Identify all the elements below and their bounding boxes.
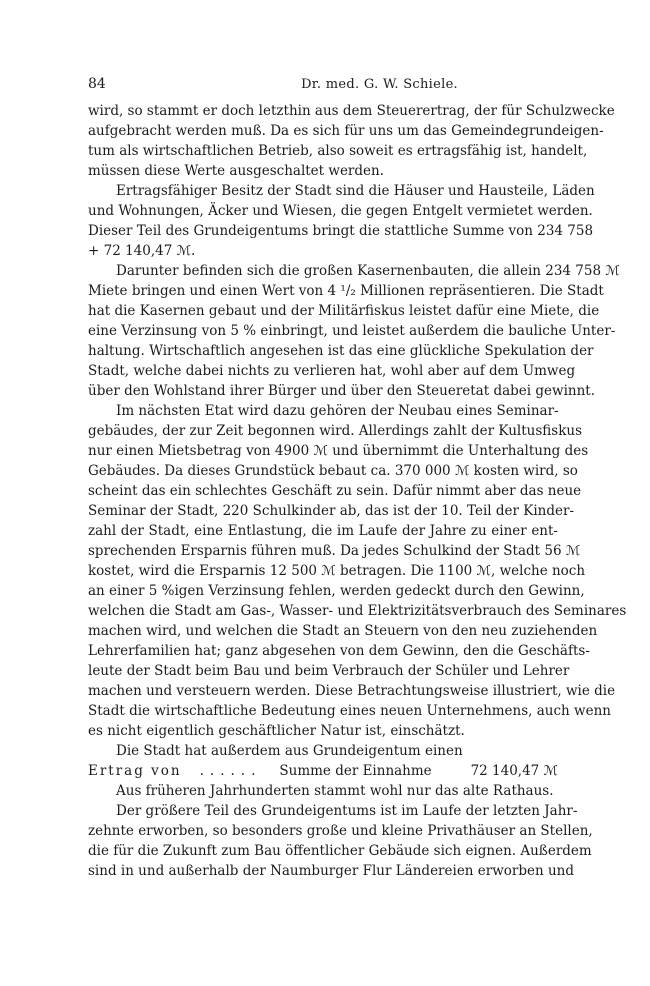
text-line: Aus früheren Jahrhunderten stammt wohl nur das alte Rathaus. [116,783,554,799]
text-line: kostet, wird die Ersparnis 12 500 ℳ betragen. Die 1100 ℳ, welche noch [88,563,586,579]
text-line: Die Stadt hat außerdem aus Grundeigentum einen [116,743,463,759]
text-line: hat die Kasernen gebaut und der Militärfiskus leistet dafür eine Miete, die [88,303,600,319]
text-line: Lehrerfamilien hat; ganz abgesehen von dem Gewinn, den die Geschäfts- [88,643,590,659]
text-line: Im nächsten Etat wird dazu gehören der Neubau eines Seminar- [116,403,559,419]
text-line: Dieser Teil des Grundeigentums bringt die stattliche Summe von 234 758 [88,223,594,239]
text-line: Stadt die wirtschaftliche Bedeutung eines neuen Unternehmens, auch wenn [88,703,611,719]
text-line: über den Wohlstand ihrer Bürger und über den Steueretat dabei gewinnt. [88,383,595,399]
text-line: Der größere Teil des Grundeigentums ist im Laufe der letzten Jahr- [116,803,578,819]
text-line: aufgebracht werden muß. Da es sich für uns um das Gemeindegrundeigen- [88,123,604,139]
text-line: müssen diese Werte ausgeschaltet werden. [88,163,385,179]
text-line: Miete bringen und einen Wert von 4 ¹/₂ Millionen repräsentieren. Die Stadt [88,283,604,299]
text-line: wird, so stammt er doch letzthin aus dem Steuerertrag, der für Schulzwecke [88,103,615,119]
text-line: Stadt, welche dabei nichts zu verlieren hat, wohl aber auf dem Umweg [88,363,576,379]
running-head: Dr. med. G. W. Schiele. [301,77,458,92]
text-line: Gebäudes. Da dieses Grundstück bebaut ca. 370 000 ℳ kosten wird, so [88,463,578,479]
page-number: 84 [88,76,106,92]
text-line: machen und versteuern werden. Diese Betrachtungsweise illustriert, wie die [88,683,616,699]
text-line: Seminar der Stadt, 220 Schulkinder ab, das ist der 10. Teil der Kinder- [88,503,575,519]
text-line: scheint das ein schlechtes Geschäft zu sein. Dafür nimmt aber das neue [88,483,582,499]
summe-label: Summe der Einnahme [279,763,432,779]
text-line: nur einen Mietsbetrag von 4900 ℳ und übernimmt die Unterhaltung des [88,443,589,459]
text-line: welchen die Stadt am Gas-, Wasser- und Elektrizitätsverbrauch des Seminares [88,603,627,619]
text-line: leute der Stadt beim Bau und beim Verbrauch der Schüler und Lehrer [88,663,570,679]
text-line: gebäudes, der zur Zeit begonnen wird. Allerdings zahlt der Kultusfiskus [88,423,582,439]
text-line: die für die Zukunft zum Bau öffentlicher Gebäude sich eignen. Außerdem [88,843,592,859]
leader-dots: ...... [199,763,262,779]
ertrag-amount: 72 140,47 ℳ [470,763,558,779]
text-line: Ertragsfähiger Besitz der Stadt sind die Häuser und Hausteile, Läden [116,183,595,199]
text-line: machen wird, und welchen die Stadt an Steuern von den neu zuziehenden [88,623,598,639]
ertrag-line [88,761,558,781]
text-line: eine Verzinsung von 5 % einbringt, und leistet außerdem die bauliche Unter- [88,323,616,339]
text-line: sind in und außerhalb der Naumburger Flur Ländereien erworben und [88,863,575,879]
text-line: sprechenden Ersparnis führen muß. Da jedes Schulkind der Stadt 56 ℳ [88,543,581,559]
text-line: an einer 5 %igen Verzinsung fehlen, werden gedeckt durch den Gewinn, [88,583,585,599]
text-line: haltung. Wirtschaftlich angesehen ist das eine glückliche Spekulation der [88,343,594,359]
text-line: + 72 140,47 ℳ. [88,243,196,259]
text-line: und Wohnungen, Äcker und Wiesen, die gegen Entgelt vermietet werden. [88,203,593,219]
ertrag-label: Ertrag von [88,763,182,779]
text-line: es nicht eigentlich geschäftlicher Natur ist, einschätzt. [88,723,465,739]
text-line: zahl der Stadt, eine Entlastung, die im Laufe der Jahre zu einer ent- [88,523,558,539]
page-header [88,76,558,92]
text-line: zehnte erworben, so besonders große und kleine Privathäuser an Stellen, [88,823,593,839]
body-text [88,101,627,881]
text-line: tum als wirtschaftlichen Betrieb, also soweit es ertragsfähig ist, handelt, [88,143,588,159]
text-line: Darunter befinden sich die großen Kasernenbauten, die allein 234 758 ℳ [116,263,620,279]
